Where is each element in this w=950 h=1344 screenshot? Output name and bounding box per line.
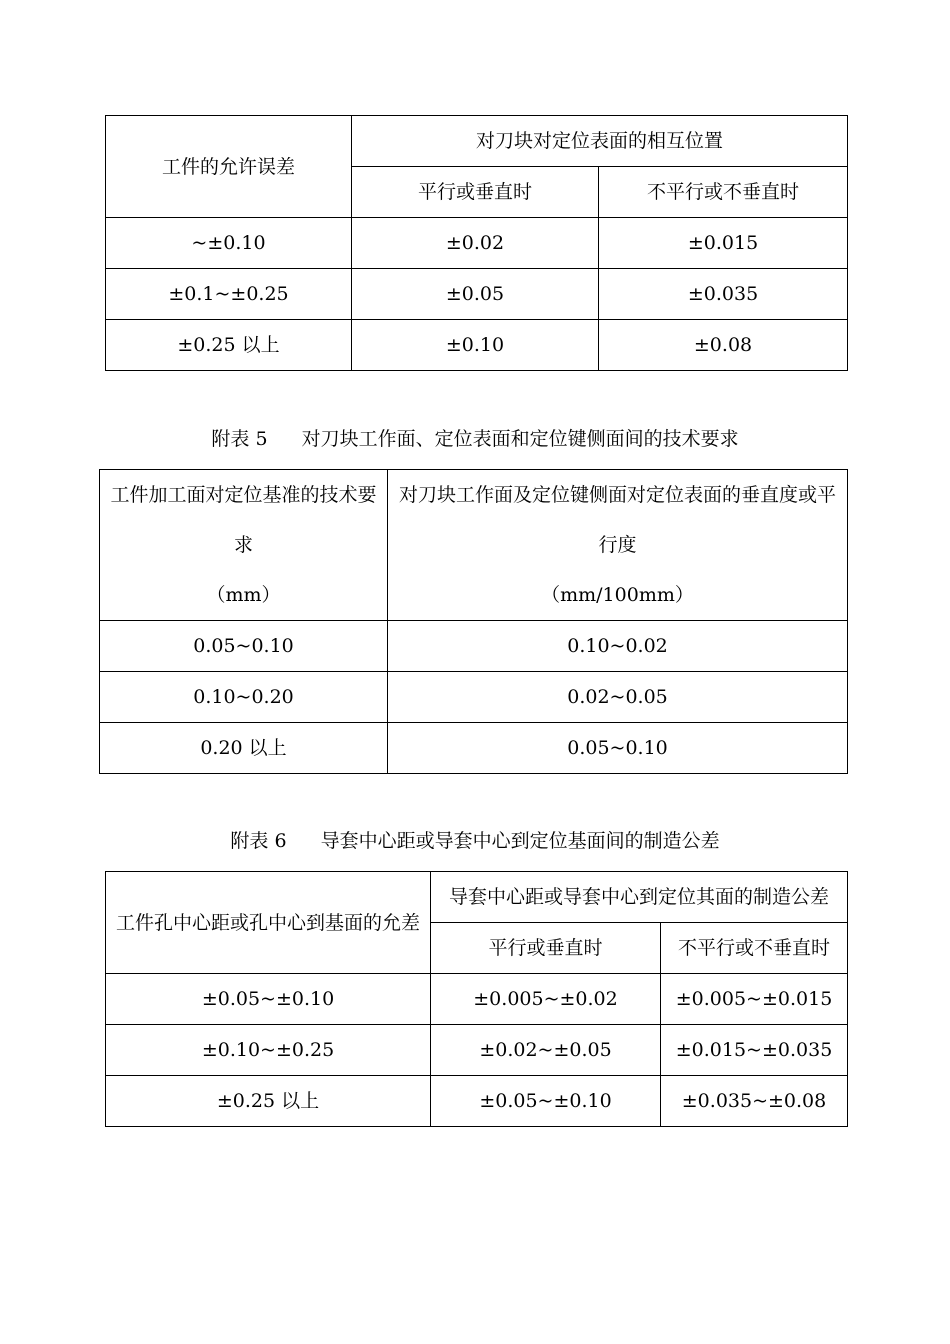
header-text: 对刀块工作面及定位键侧面对定位表面的垂直度或平行度 [398,484,836,556]
table-cell: ±0.10~±0.25 [106,1025,431,1076]
table-cell: ±0.02 [352,218,599,269]
table-row [106,1025,848,1076]
table-cell: ±0.05~±0.10 [106,974,431,1025]
header-cell: 不平行或不垂直时 [599,167,848,218]
header-unit: （mm/100mm） [541,584,694,606]
tolerance-table-6 [105,871,848,1127]
table-cell: ±0.10 [352,320,599,371]
table-row [100,723,848,774]
table-cell: ~±0.10 [106,218,352,269]
table-row [106,218,848,269]
header-text: 工件加工面对定位基准的技术要求 [110,484,377,556]
table-cell: ±0.035 [599,269,848,320]
header-cell: 平行或垂直时 [431,923,661,974]
header-cell: 工件的允许误差 [106,116,352,218]
table-cell: ±0.25 以上 [106,320,352,371]
header-cell [388,470,848,621]
table-row [106,1076,848,1127]
table-cell: ±0.02~±0.05 [431,1025,661,1076]
tolerance-table-5 [99,469,848,774]
caption-title: 导套中心距或导套中心到定位基面间的制造公差 [320,830,720,852]
table-cell: 0.10~0.20 [100,672,388,723]
table-cell: 0.20 以上 [100,723,388,774]
table-row [100,672,848,723]
table-cell: 0.05~0.10 [100,621,388,672]
table-cell: ±0.08 [599,320,848,371]
table-row [106,974,848,1025]
tolerance-table-4 [105,115,848,371]
table-cell: 0.10~0.02 [388,621,848,672]
table-cell: 0.02~0.05 [388,672,848,723]
caption-number: 附表 6 [230,830,287,852]
table-row [106,269,848,320]
header-cell [100,470,388,621]
table-row [106,320,848,371]
table-caption [0,828,950,854]
header-cell: 平行或垂直时 [352,167,599,218]
table-caption [0,426,950,452]
table-cell: 0.05~0.10 [388,723,848,774]
table-cell: ±0.015 [599,218,848,269]
caption-number: 附表 5 [211,428,268,450]
table-header-row [106,116,848,167]
table-cell: ±0.05 [352,269,599,320]
table-cell: ±0.035~±0.08 [661,1076,848,1127]
table-cell: ±0.25 以上 [106,1076,431,1127]
table-cell: ±0.005~±0.015 [661,974,848,1025]
header-unit: （mm） [206,584,281,606]
table-cell: ±0.05~±0.10 [431,1076,661,1127]
table-cell: ±0.015~±0.035 [661,1025,848,1076]
table-header-row [106,872,848,923]
table-row [100,621,848,672]
header-cell: 工件孔中心距或孔中心到基面的允差 [106,872,431,974]
caption-title: 对刀块工作面、定位表面和定位键侧面间的技术要求 [301,428,739,450]
table-cell: ±0.1~±0.25 [106,269,352,320]
table-header-row [100,470,848,621]
header-group-cell: 导套中心距或导套中心到定位其面的制造公差 [431,872,848,923]
header-group-cell: 对刀块对定位表面的相互位置 [352,116,848,167]
table-cell: ±0.005~±0.02 [431,974,661,1025]
header-cell: 不平行或不垂直时 [661,923,848,974]
